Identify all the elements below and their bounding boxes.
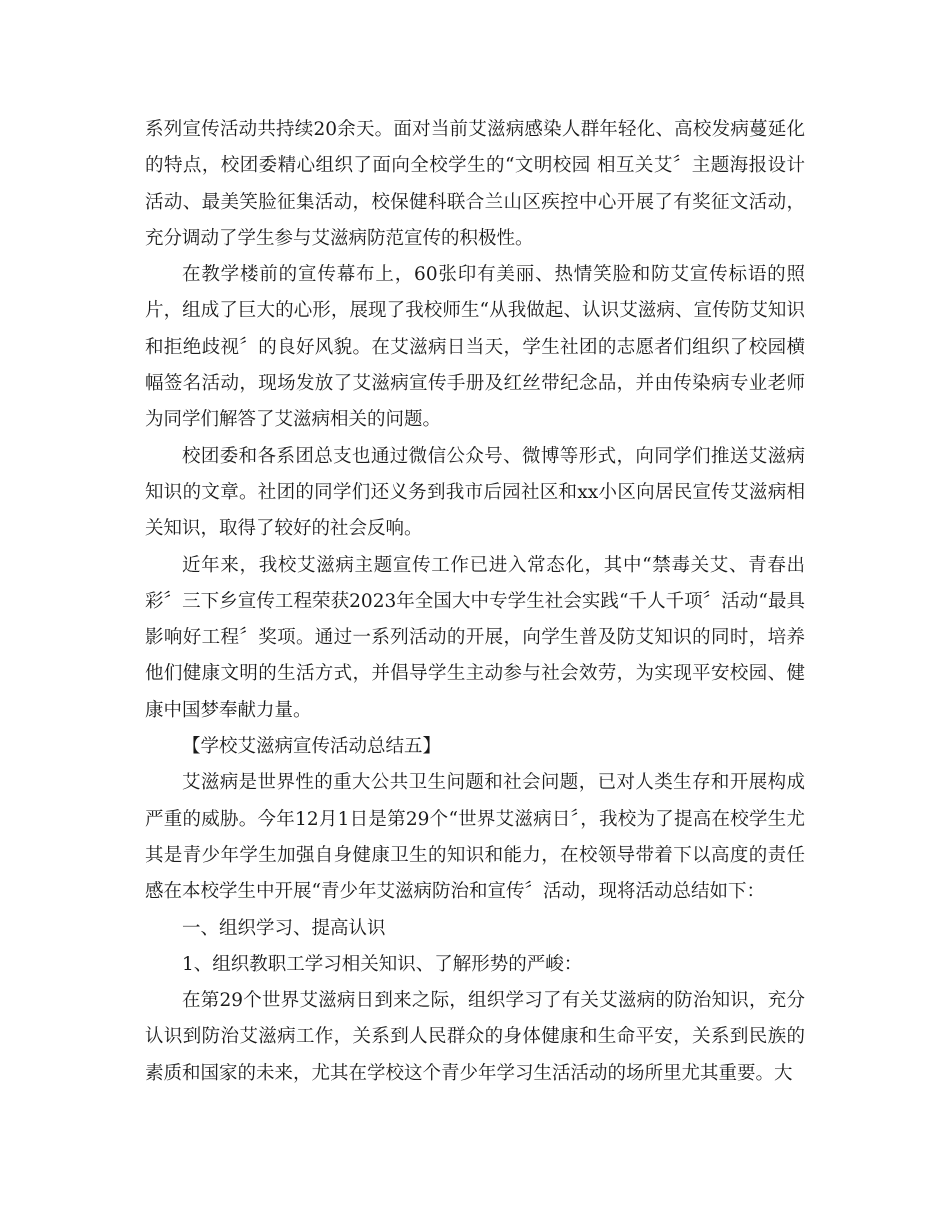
paragraph-world-aids-day: 在第29个世界艾滋病日到来之际，组织学习了有关艾滋病的防治知识，充分认识到防治艾滋病工作，关系到人民群众的身体健康和生命平安，关系到民族的素质和国家的未来，尤其在学校这个青少年学习生活活动的场所里尤其重要。大 bbox=[145, 990, 805, 1084]
document-body bbox=[145, 112, 805, 1092]
paragraph-introduction: 艾滋病是世界性的重大公共卫生问题和社会问题，已对人类生存和开展构成严重的威胁。今年12月1日是第29个“世界艾滋病日〞，我校为了提高在校学生尤其是青少年学生加强自身健康卫生的知识和能力，在校领导带着下以高度的责任感在本校学生中开展“青少年艾滋病防治和宣传〞活动，现将活动总结如下： bbox=[145, 772, 805, 903]
subheading-organize-study: 一、组织学习、提高认识 bbox=[182, 917, 386, 939]
paragraph-continuation: 系列宣传活动共持续20余天。面对当前艾滋病感染人群年轻化、高校发病蔓延化的特点，校团委精心组织了面向全校学生的“文明校园 相互关艾〞主题海报设计活动、最美笑脸征集活动，校保健科联合兰山区疾控中心开展了有奖征文活动，充分调动了学生参与艾滋病防范宣传的积极性。 bbox=[145, 119, 805, 249]
paragraph-banner-activity: 在教学楼前的宣传幕布上，60张印有美丽、热情笑脸和防艾宣传标语的照片，组成了巨大的心形，展现了我校师生“从我做起、认识艾滋病、宣传防艾知识和拒绝歧视〞的良好风貌。在艾滋病日当天，学生社团的志愿者们组织了校园横幅签名活动，现场发放了艾滋病宣传手册及红丝带纪念品，并由传染病专业老师为同学们解答了艾滋病相关的问题。 bbox=[145, 264, 805, 431]
section-heading: 【学校艾滋病宣传活动总结五】 bbox=[182, 736, 442, 758]
paragraph-wechat-promotion: 校团委和各系团总支也通过微信公众号、微博等形式，向同学们推送艾滋病知识的文章。社团的同学们还义务到我市后园社区和xx小区向居民宣传艾滋病相关知识，取得了较好的社会反响。 bbox=[145, 445, 805, 540]
list-item-staff-study: 1、组织教职工学习相关知识、了解形势的严峻： bbox=[182, 953, 583, 975]
paragraph-recent-years: 近年来，我校艾滋病主题宣传工作已进入常态化，其中“禁毒关艾、青春出彩〞三下乡宣传工程荣获2023年全国大中专学生社会实践“千人千项〞活动“最具影响好工程〞奖项。通过一系列活动的开展，向学生普及防艾知识的同时，培养他们健康文明的生活方式，并倡导学生主动参与社会效劳，为实现平安校园、健康中国梦奉献力量。 bbox=[145, 554, 805, 721]
